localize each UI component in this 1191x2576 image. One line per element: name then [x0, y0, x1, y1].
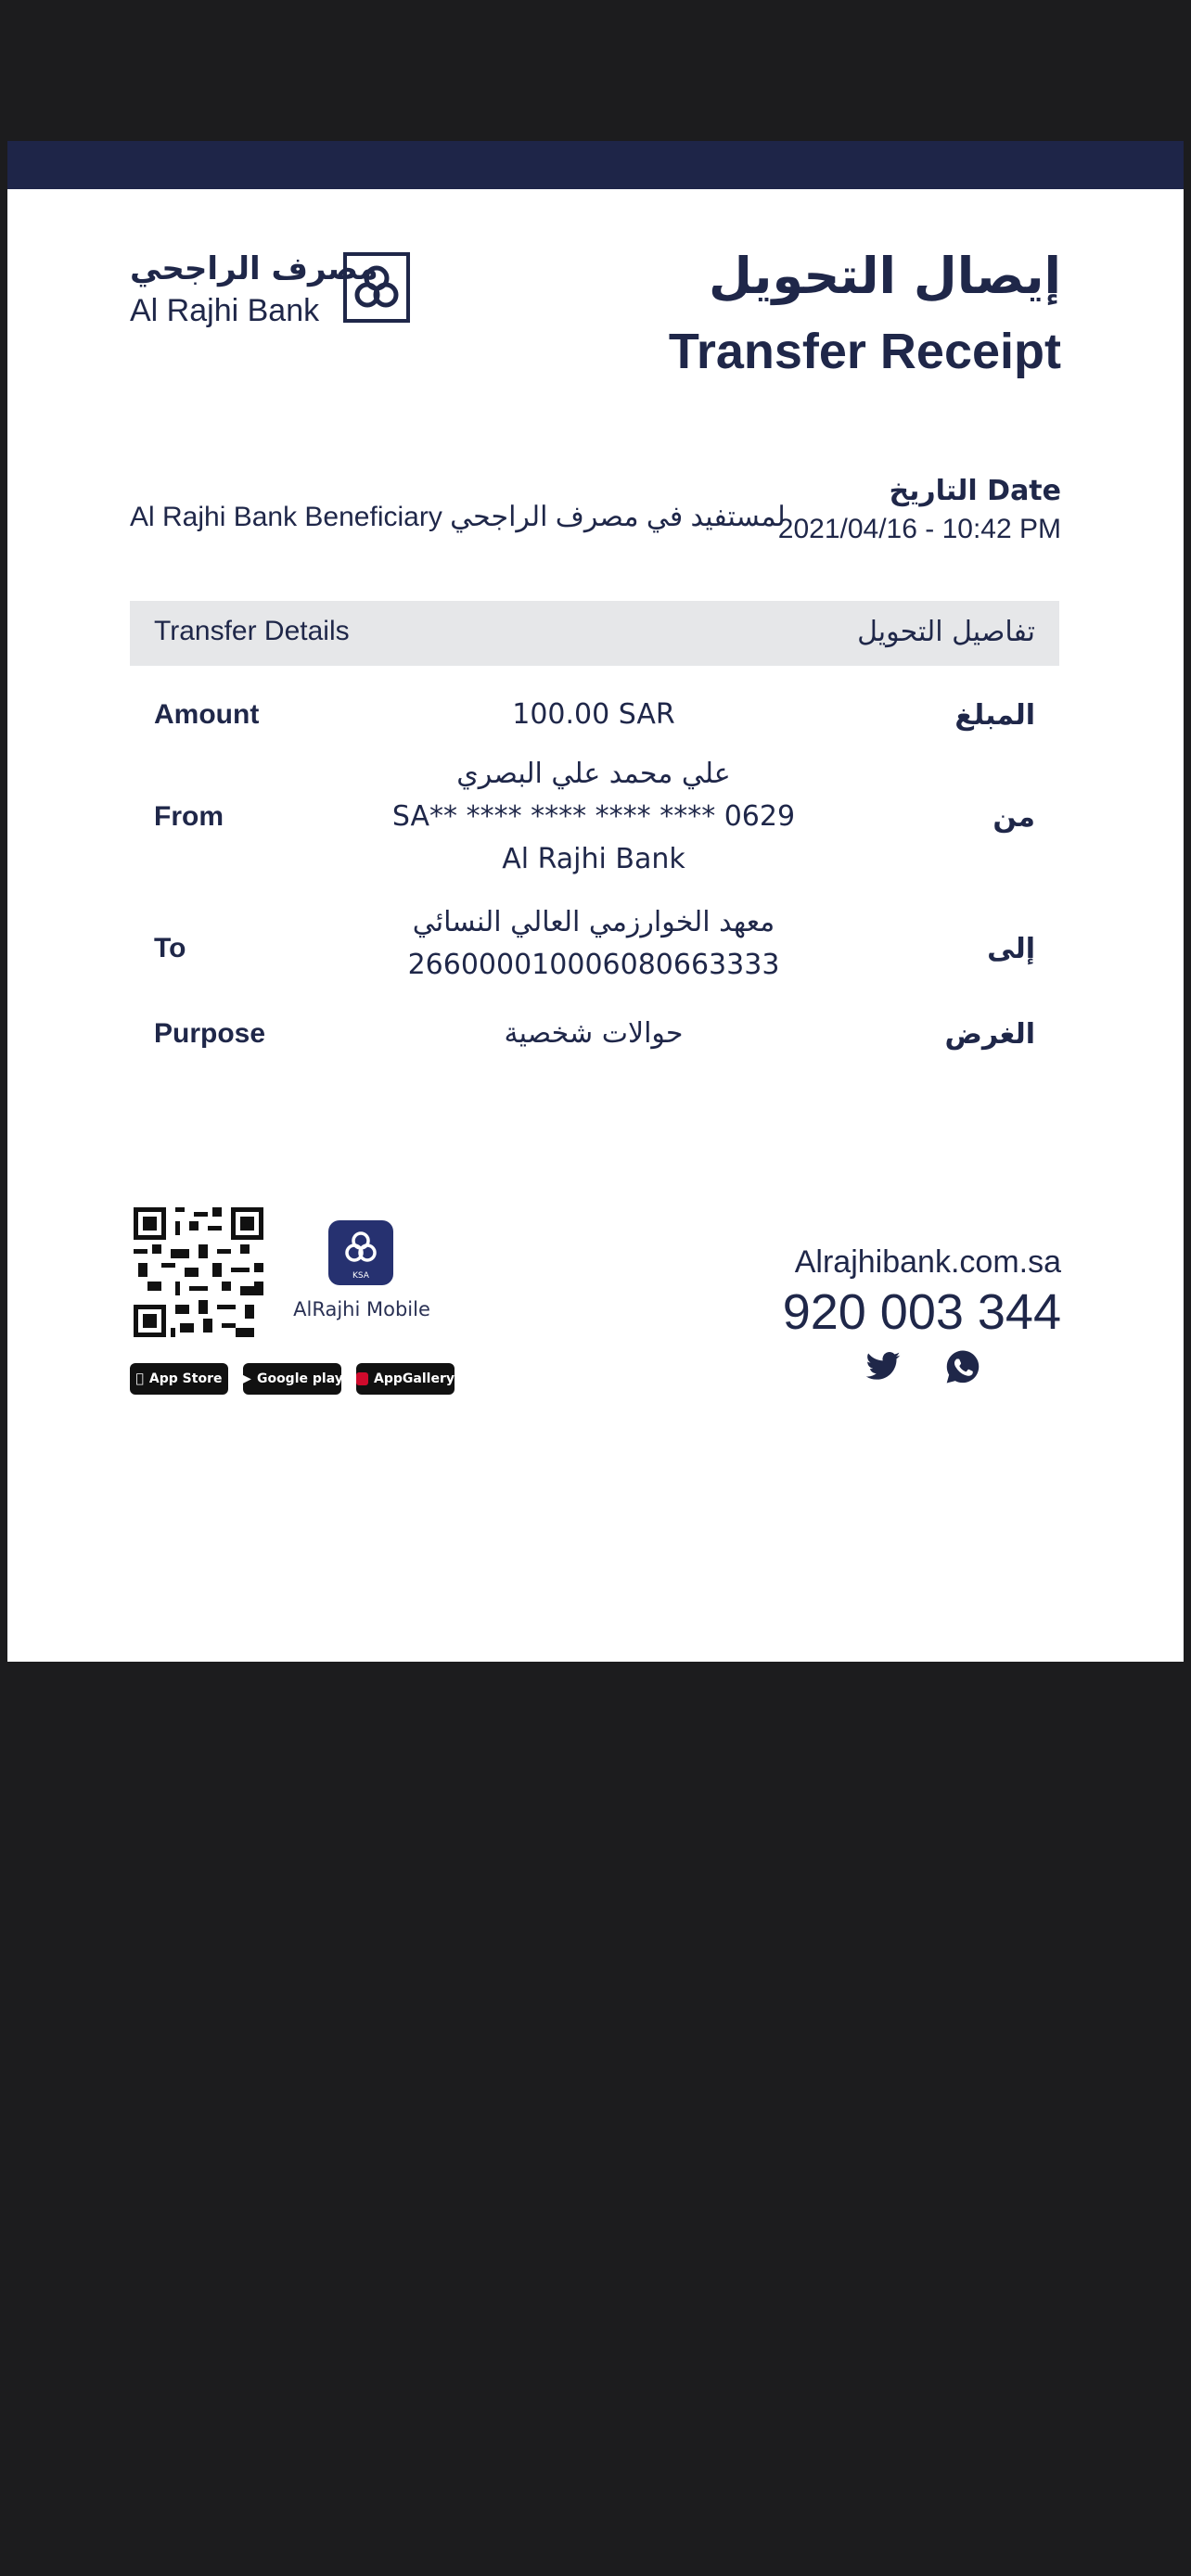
detail-row-to [130, 901, 1059, 990]
to-label-en: To [154, 933, 186, 963]
app-gallery-badge[interactable] [356, 1363, 455, 1395]
detail-row-from [130, 753, 1059, 883]
to-label-ar: إلى [987, 933, 1035, 965]
app-store-label: App Store [145, 1371, 219, 1386]
receipt-title-ar: إيصال التحويل [708, 247, 1061, 305]
from-label-en: From [154, 801, 224, 832]
bank-name-ar: مصرف الراجحي [130, 250, 378, 287]
google-play-icon: ▶ [241, 1371, 251, 1386]
purpose-label-ar: الغرض [944, 1018, 1035, 1051]
transfer-receipt [7, 141, 1184, 1662]
receipt-title-en: Transfer Receipt [668, 324, 1061, 379]
apple-icon [136, 1371, 144, 1386]
bank-logo [130, 250, 417, 334]
from-label-ar: من [992, 801, 1035, 834]
amount-label-en: Amount [154, 699, 260, 730]
amount-label-ar: المبلغ [954, 699, 1035, 732]
app-icon-text: KSA [352, 1271, 369, 1281]
app-gallery-label: AppGallery [374, 1371, 455, 1386]
alrajhi-mobile-app-icon[interactable] [328, 1220, 393, 1285]
purpose-value: حوالات شخصية [504, 1017, 684, 1050]
app-store-badge[interactable] [130, 1363, 228, 1395]
beneficiary-type: Al Rajhi Bank Beneficiary لمستفيد في مصرف الراجحي [130, 502, 786, 532]
google-play-badge[interactable] [243, 1363, 341, 1395]
whatsapp-icon[interactable] [944, 1348, 981, 1385]
top-bar [7, 141, 1184, 189]
from-name: علي محمد علي البصري [456, 758, 731, 790]
amount-value: 100.00 SAR [512, 698, 675, 731]
huawei-icon [356, 1372, 368, 1385]
detail-row-purpose [130, 1009, 1059, 1065]
google-play-label: Google play [256, 1371, 343, 1386]
qr-code-icon [134, 1207, 263, 1337]
from-bank: Al Rajhi Bank [502, 843, 685, 875]
purpose-label-en: Purpose [154, 1018, 266, 1049]
to-name: معهد الخوارزمي العالي النسائي [412, 906, 775, 938]
alrajhi-logo-icon [343, 252, 410, 323]
date-value: 2021/04/16 - 10:42 PM [777, 514, 1061, 544]
website-link[interactable]: Alrajhibank.com.sa [794, 1244, 1061, 1280]
app-label: AlRajhi Mobile [293, 1298, 430, 1320]
date-label: التاريخ Date [889, 475, 1061, 507]
phone-number[interactable]: 920 003 344 [782, 1284, 1061, 1340]
transfer-details-header [130, 601, 1059, 666]
from-account: SA** **** **** **** **** 0629 [391, 800, 796, 833]
to-account: 266000010006080663333 [407, 949, 780, 981]
details-header-ar: تفاصيل التحويل [857, 616, 1035, 648]
detail-row-amount [130, 690, 1059, 746]
bank-name-en: Al Rajhi Bank [130, 293, 320, 328]
twitter-icon[interactable] [864, 1348, 902, 1385]
details-header-en: Transfer Details [154, 616, 350, 646]
